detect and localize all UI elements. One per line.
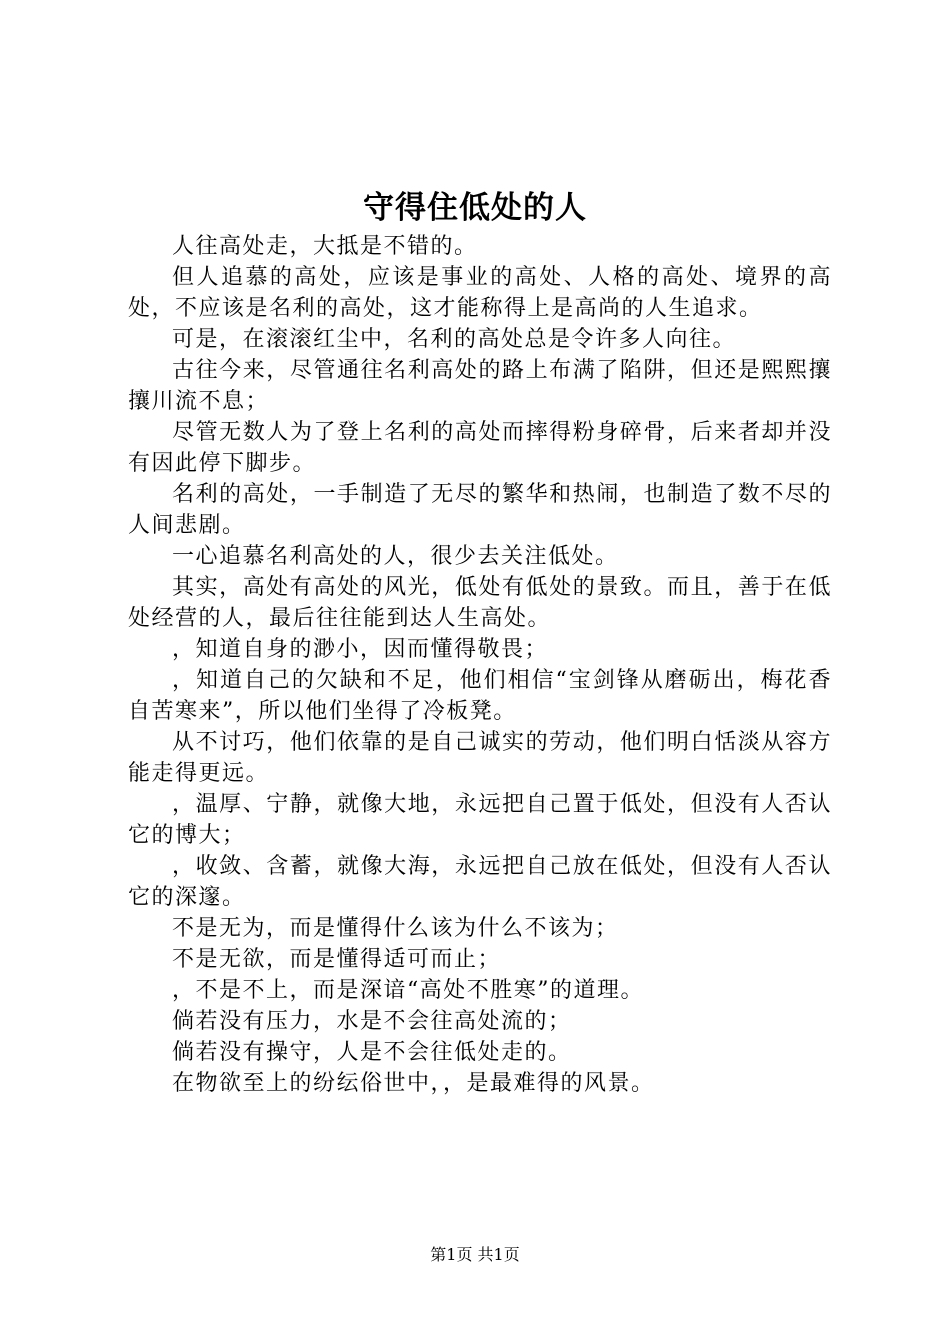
paragraph: 其实，高处有高处的风光，低处有低处的景致。而且，善于在低处经营的人，最后往往能到达人生高处。: [128, 575, 832, 631]
paragraph: 倘若没有压力，水是不会往高处流的；: [172, 1009, 572, 1034]
paragraph: 倘若没有操守，人是不会往低处走的。: [172, 1040, 572, 1065]
paragraph: ，收敛、含蓄，就像大海，永远把自己放在低处，但没有人否认它的深邃。: [128, 854, 832, 910]
paragraph: 一心追慕名利高处的人，很少去关注低处。: [172, 544, 619, 569]
paragraph: 尽管无数人为了登上名利的高处而摔得粉身碎骨，后来者却并没有因此停下脚步。: [128, 420, 832, 476]
paragraph: ，不是不上，而是深谙“高处不胜寒”的道理。: [172, 978, 644, 1003]
document-title: 守得住低处的人: [363, 190, 587, 226]
page-number-footer: 第1页 共1页: [430, 1245, 520, 1264]
paragraph: 不是无为，而是懂得什么该为什么不该为；: [172, 916, 619, 941]
document-body: [128, 231, 832, 1099]
paragraph: 不是无欲，而是懂得适可而止；: [172, 947, 502, 972]
paragraph: 古往今来，尽管通往名利高处的路上布满了陷阱，但还是熙熙攘攘川流不息；: [128, 358, 832, 414]
paragraph: 但人追慕的高处，应该是事业的高处、人格的高处、境界的高处，不应该是名利的高处，这才能称得上是高尚的人生追求。: [128, 265, 832, 321]
paragraph: 名利的高处，一手制造了无尽的繁华和热闹，也制造了数不尽的人间悲剧。: [128, 482, 832, 538]
paragraph: 在物欲至上的纷纭俗世中，，是最难得的风景。: [172, 1071, 655, 1096]
paragraph: 人往高处走，大抵是不错的。: [172, 234, 478, 259]
paragraph: ，知道自己的欠缺和不足，他们相信“宝剑锋从磨砺出，梅花香自苦寒来”，所以他们坐得了冷板凳。: [128, 668, 832, 724]
paragraph: 可是，在滚滚红尘中，名利的高处总是令许多人向往。: [172, 327, 737, 352]
paragraph: ，知道自身的渺小，因而懂得敬畏；: [172, 637, 549, 662]
paragraph: 从不讨巧，他们依靠的是自己诚实的劳动，他们明白恬淡从容方能走得更远。: [128, 730, 832, 786]
paragraph: ，温厚、宁静，就像大地，永远把自己置于低处，但没有人否认它的博大；: [128, 792, 832, 848]
